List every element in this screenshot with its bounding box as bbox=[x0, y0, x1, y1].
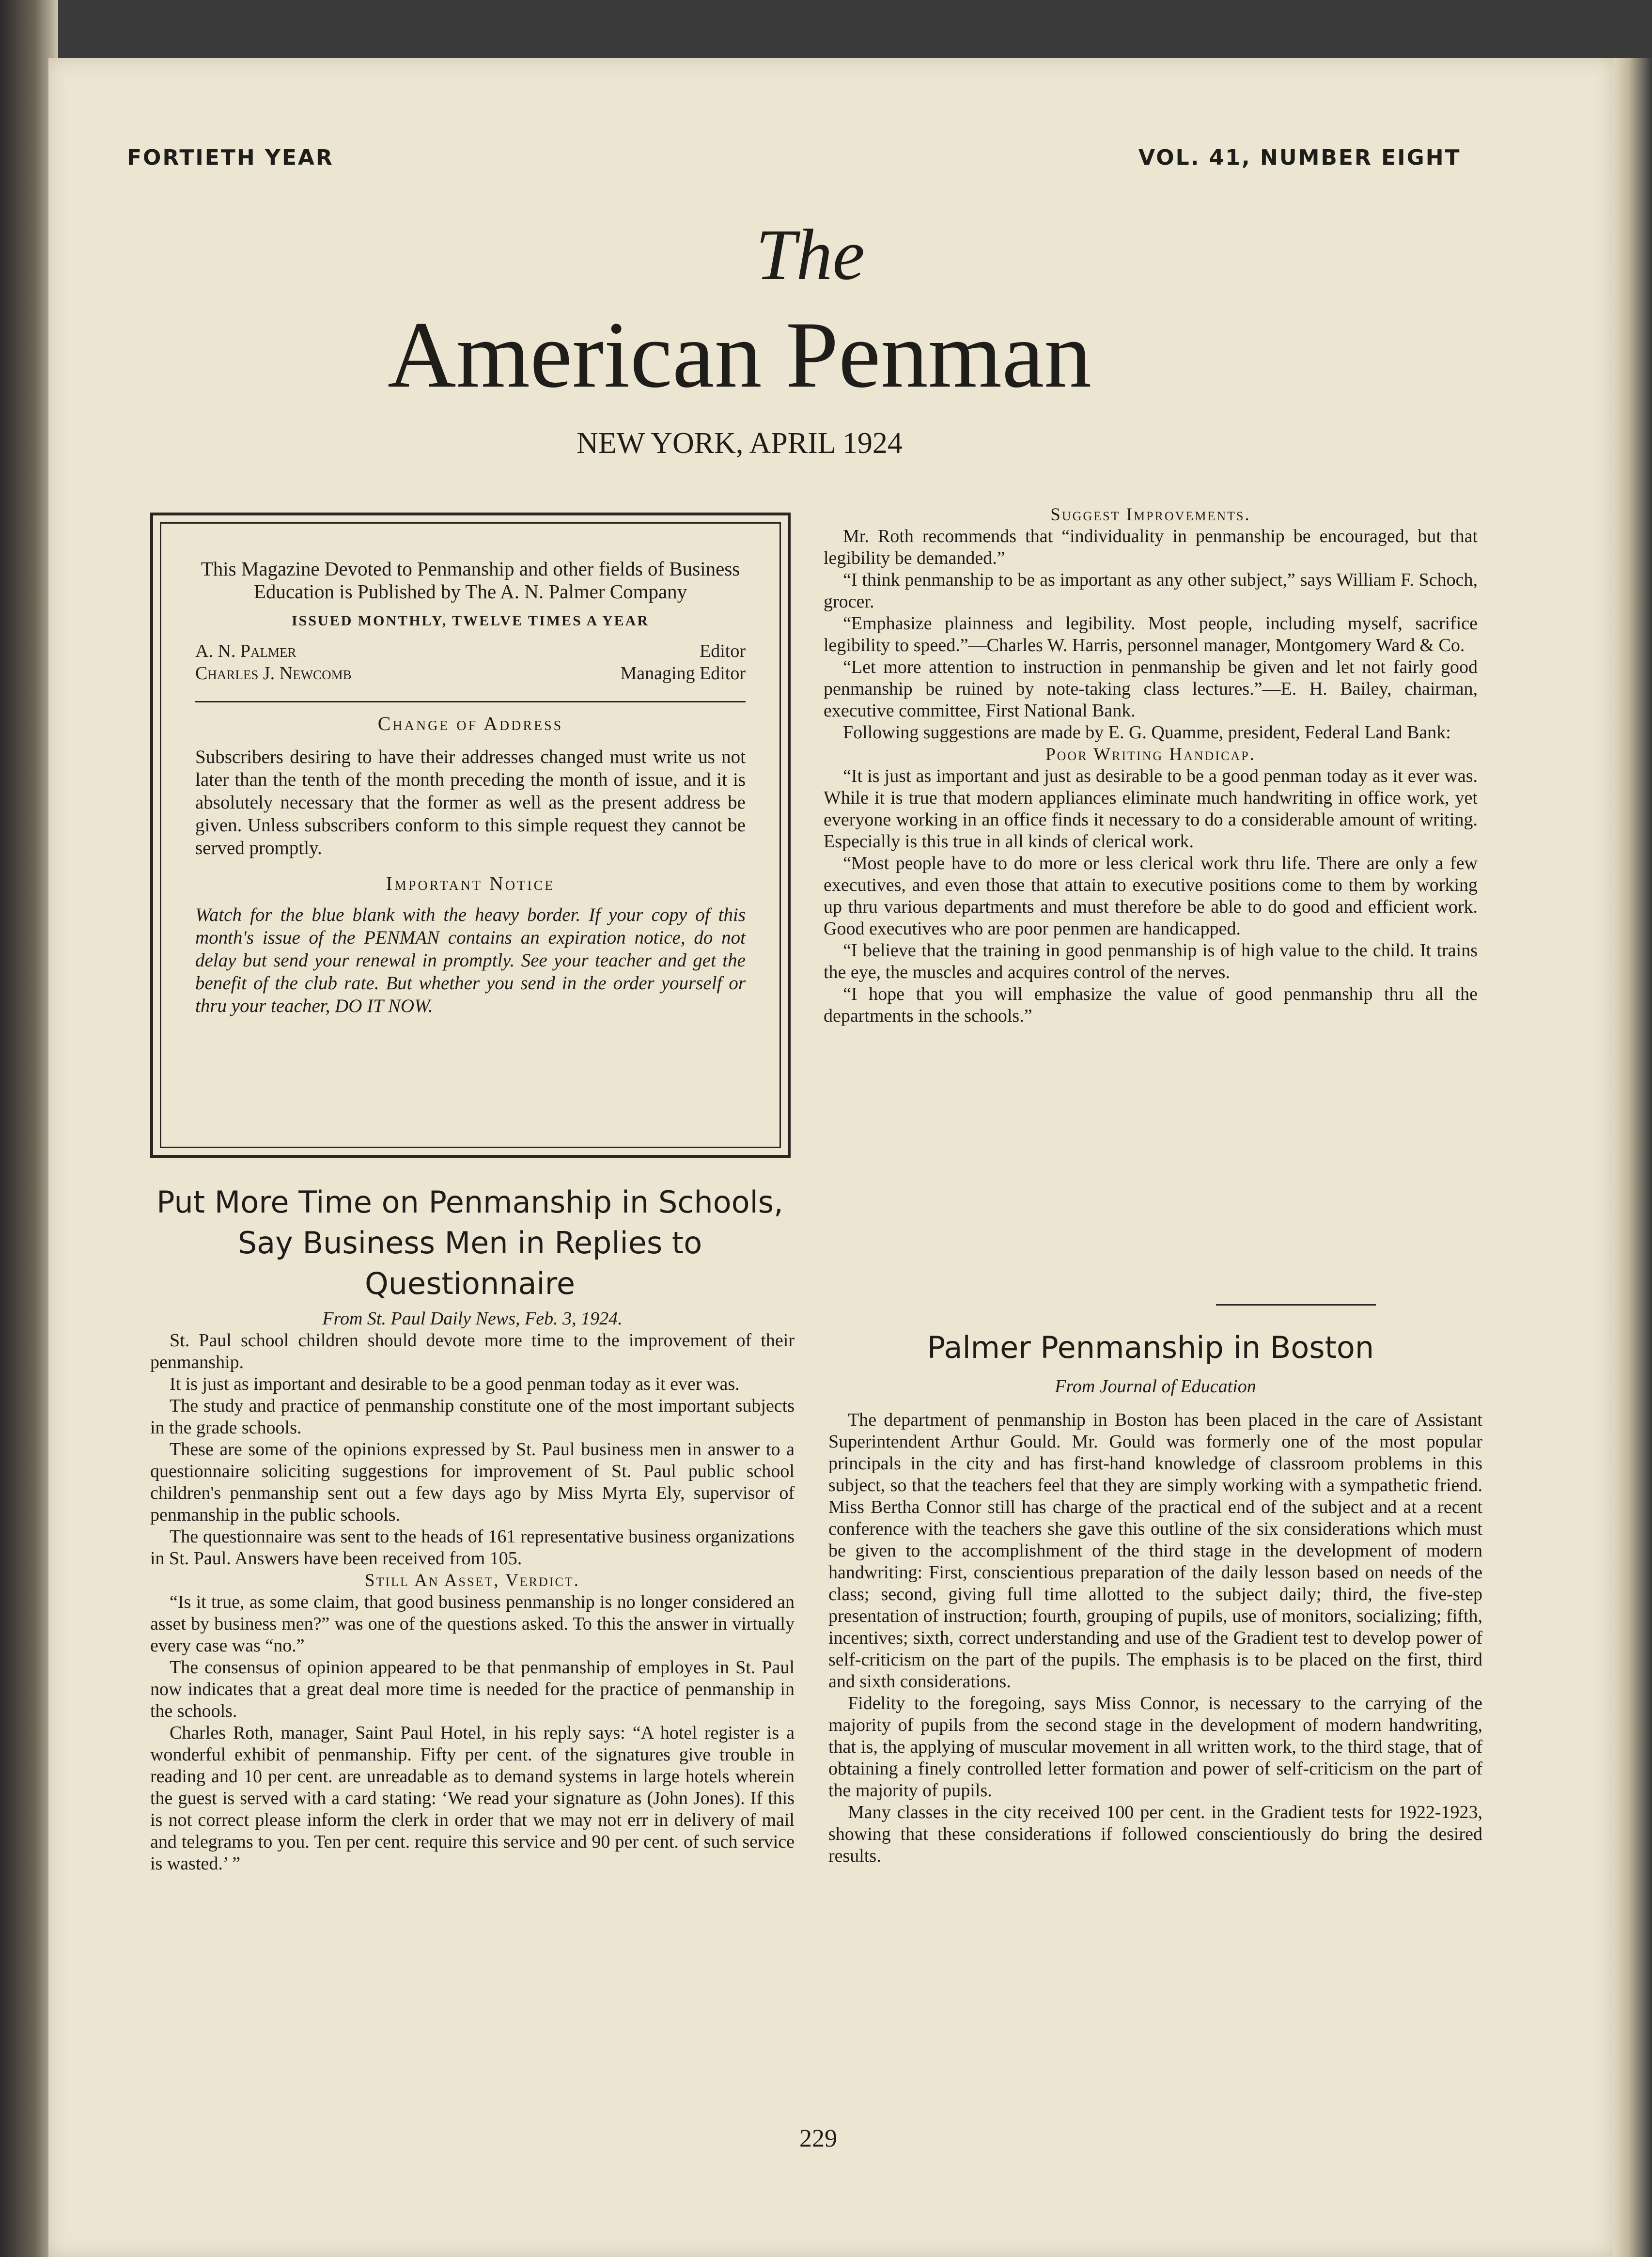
article1-source: From St. Paul Daily News, Feb. 3, 1924. bbox=[322, 1308, 623, 1329]
subheading-still-an-asset: Still An Asset, Verdict. bbox=[365, 1571, 580, 1590]
paragraph: “It is just as important and just as desirable to be a good penman today as it ever was. While it is true that modern appliances eliminate much handwriting in office work, yet everyone working in an office finds it necessary to do a considerable amount of writing. Especially is this true in all kinds of clerical work. bbox=[824, 766, 1478, 852]
paragraph: Following suggestions are made by E. G. Quamme, president, Federal Land Bank: bbox=[843, 722, 1451, 743]
paragraph: “Most people have to do more or less clerical work thru life. There are only a few executives, and even those that attain to executive positions come to them by working up thru various departments and must therefore be able to do good and efficient work. Good executives who are poor penmen are handicapped. bbox=[824, 853, 1478, 939]
masthead-title: American Penman bbox=[388, 302, 1092, 407]
article1-right-column bbox=[824, 504, 1478, 1027]
paragraph: St. Paul school children should devote more time to the improvement of their penmanship. bbox=[150, 1330, 795, 1372]
article2-source: From Journal of Education bbox=[1055, 1376, 1256, 1397]
box-intro: This Magazine Devoted to Penmanship and other fields of Business Education is Published by The A. N. Palmer Company bbox=[201, 558, 740, 603]
staff-name: A. N. Palmer bbox=[195, 641, 296, 661]
important-notice-text: Watch for the blue blank with the heavy border. If your copy of this month's issue of the PENMAN contains an expiration notice, do not delay but send your renewal in promptly. See your teacher and get the benefit of the club rate. But whether you send in the order yourself or thru your teacher, DO IT NOW. bbox=[195, 904, 746, 1016]
paragraph: “Emphasize plainness and legibility. Most people, including myself, sacrifice legibility to speed.”—Charles W. Harris, personnel manager, Montgomery Ward & Co. bbox=[824, 613, 1478, 655]
staff-role: Editor bbox=[700, 641, 746, 661]
paragraph: “Let more attention to instruction in penmanship be given and let not fairly good penmanship be ruined by note-taking class lectures.”—E. H. Bailey, chairman, executive committee, First National Bank. bbox=[824, 657, 1478, 721]
paragraph: Many classes in the city received 100 per cent. in the Gradient tests for 1922-1923, showing that these considerations if followed conscientiously do bring the desired results. bbox=[828, 1802, 1482, 1866]
paragraph: Mr. Roth recommends that “individuality in penmanship be encouraged, but that legibility be demanded.” bbox=[824, 526, 1478, 568]
header-volume: VOL. 41, NUMBER EIGHT bbox=[1138, 145, 1461, 170]
article1-left-column bbox=[150, 1308, 795, 1875]
staff-role: Managing Editor bbox=[620, 663, 746, 684]
paragraph: “I believe that the training in good penmanship is of high value to the child. It trains the eye, the muscles and acquires control of the nerves. bbox=[824, 940, 1478, 982]
staff-name: Charles J. Newcomb bbox=[195, 663, 352, 684]
masthead-the: The bbox=[756, 215, 865, 295]
masthead-dateline: NEW YORK, APRIL 1924 bbox=[577, 427, 903, 460]
paragraph: Charles Roth, manager, Saint Paul Hotel, in his reply says: “A hotel register is a wonderful exhibit of penmanship. Fifty per cent. of the signatures give trouble in reading and 10 per cent. are unreadable as to demand systems in large hotels wherein the guest is served with a card stating: ‘We read your signature as (John Jones). If this is not correct please inform the clerk in order that we may not err in delivery of mail and telegrams to you. Ten per cent. require this service and 90 per cent. of such service is wasted.’ ” bbox=[150, 1723, 795, 1874]
paragraph: The consensus of opinion appeared to be that penmanship of employes in St. Paul now indicates that a great deal more time is needed for the practice of penmanship in the schools. bbox=[150, 1657, 795, 1721]
box-issued: ISSUED MONTHLY, TWELVE TIMES A YEAR bbox=[291, 613, 650, 629]
box-divider bbox=[195, 701, 746, 702]
page-number: 229 bbox=[799, 2125, 837, 2152]
page-edge bbox=[1613, 58, 1652, 2257]
paragraph: Fidelity to the foregoing, says Miss Connor, is necessary to the carrying of the majority of pupils from the second stage in the development of modern handwriting, that is, the applying of muscular movement in all written work, to the third stage, that of obtaining a finely controlled letter formation and power of self-criticism on the part of the majority of pupils. bbox=[828, 1693, 1482, 1801]
paragraph: “I hope that you will emphasize the value of good penmanship thru all the departments in the schools.” bbox=[824, 984, 1478, 1026]
subheading-suggest-improvements: Suggest Improvements. bbox=[1050, 505, 1251, 525]
paragraph: The department of penmanship in Boston has been placed in the care of Assistant Superintendent Arthur Gould. Mr. Gould was formerly one of the most popular principals in the city and has first-hand knowledge of classroom problems in this subject, so that the teachers feel that they are simply working with a sympathetic friend. Miss Bertha Connor still has charge of the practical end of the subject and at a recent conference with the teachers she gave this outline of the six considerations which must be given to the accomplishment of the third stage in the development of modern handwriting: First, conscientious preparation of the daily lesson based on needs of the class; second, giving full time allotted to the subject daily; third, the five-step presentation of instruction; fourth, grouping of pupils, use of monitors, socializing; fifth, incentives; sixth, correct understanding and use of the Gradient test to develop power of self-criticism on the part of the pupils. The emphasis is to be placed on the first, third and sixth considerations. bbox=[828, 1410, 1482, 1692]
publisher-box bbox=[150, 513, 791, 1158]
article2-column bbox=[828, 1376, 1482, 1867]
paragraph: “I think penmanship to be as important as any other subject,” says William F. Schoch, grocer. bbox=[824, 570, 1478, 612]
subheading-poor-writing-handicap: Poor Writing Handicap. bbox=[1045, 745, 1256, 764]
article2-headline: Palmer Penmanship in Boston bbox=[927, 1330, 1374, 1365]
paragraph: It is just as important and desirable to be a good penman today as it ever was. bbox=[170, 1374, 740, 1394]
paragraph: “Is it true, as some claim, that good business penmanship is no longer considered an asset by business men?” was one of the questions asked. To this the answer in virtually every case was “no.” bbox=[150, 1592, 795, 1656]
article1-headline: Put More Time on Penmanship in Schools, Say Business Men in Replies to Questionnaire bbox=[156, 1184, 783, 1301]
article-separator bbox=[1216, 1304, 1376, 1306]
change-address-text: Subscribers desiring to have their addresses changed must write us not later than the tenth of the month preceding the month of issue, and it is absolutely necessary that the former as well as the present address be given. Unless subscribers conform to this simple request they cannot be served promptly. bbox=[195, 747, 746, 858]
header-year: FORTIETH YEAR bbox=[127, 145, 334, 170]
change-address-heading: Change of Address bbox=[377, 713, 563, 734]
paragraph: The questionnaire was sent to the heads of 161 representative business organizations in St. Paul. Answers have been received from 105. bbox=[150, 1526, 795, 1569]
paragraph: The study and practice of penmanship constitute one of the most important subjects in the grade schools. bbox=[150, 1396, 795, 1438]
staff-row-managing-editor bbox=[195, 662, 746, 685]
important-notice-heading: Important Notice bbox=[386, 872, 555, 894]
paragraph: These are some of the opinions expressed by St. Paul business men in answer to a questionnaire soliciting suggestions for improvement of St. Paul public school children's penmanship sent out a few days ago by Miss Myrta Ely, supervisor of penmanship in the public schools. bbox=[150, 1439, 795, 1525]
staff-row-editor bbox=[195, 640, 746, 662]
